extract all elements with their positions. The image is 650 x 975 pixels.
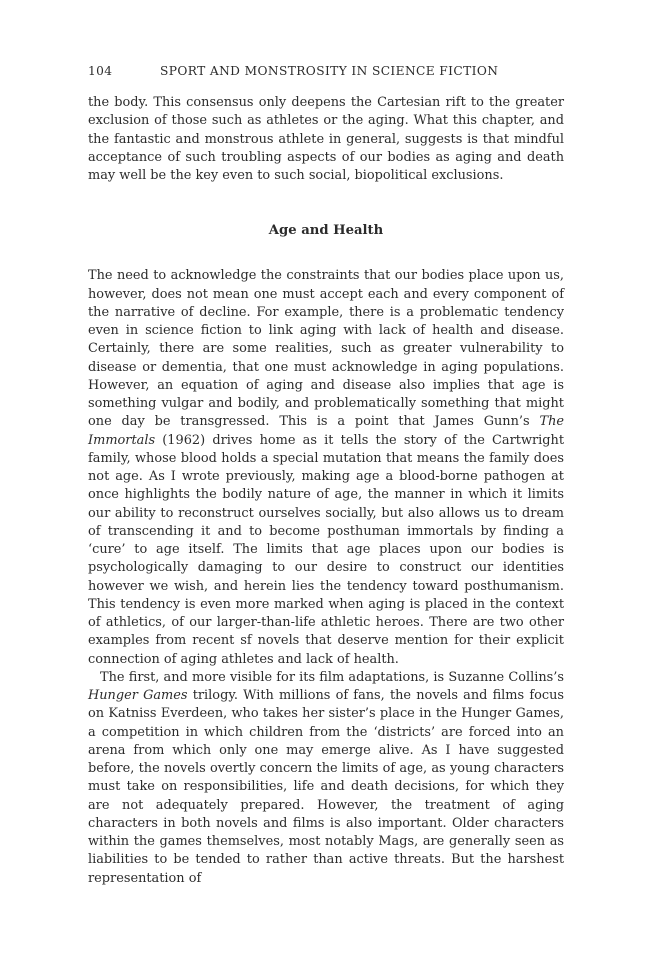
body-paragraph-1 [88, 267, 564, 669]
paragraph-1-text-b: (1962) drives home as it tells the story of the Cartwright family, whose blood holds a special mutation that means the family does not age. As I wrote previously, making age a blood-borne pathogen at once highlights the bodily nature of age, the manner in which it limits our ability to reconstruct ourselves socially, but also allows us to dream of transcending it and to become posthuman immortals by finding a ‘cure’ to age itself. The limits that age places upon our bodies is psychologically damaging to our desire to construct our identities however we wish, and herein lies the tendency toward posthumanism. This tendency is even more marked when aging is placed in the context of athletics, of our larger-than-life athletic heroes. There are two other examples from recent sf novels that deserve mention for their explicit connection of aging athletes and lack of health. [88, 432, 564, 667]
book-title-the-immortals: The Immortals [88, 414, 564, 448]
paragraph-2-text-a: The first, and more visible for its film adaptations, is Suzanne Collins’s [100, 669, 564, 685]
page-number: 104 [88, 64, 113, 78]
body-paragraph-2 [88, 669, 564, 888]
running-title: SPORT AND MONSTROSITY IN SCIENCE FICTION [160, 64, 499, 78]
book-page [88, 62, 564, 888]
paragraph-2-text-b: trilogy. With millions of fans, the novels and films focus on Katniss Everdeen, who takes her sister’s place in the Hunger Games, a competition in which children from the ‘districts’ are forced into an arena from which only one may emerge alive. As I have suggested before, the novels overtly concern the limits of age, as young characters must take on responsibilities, life and death decisions, for which they are not adequately prepared. However, the treatment of aging characters in both novels and films is also important. Older characters within the games themselves, most notably Mags, are generally seen as liabilities to be tended to rather than active threats. But the harshest representation of [88, 688, 564, 886]
section-heading: Age and Health [268, 223, 384, 239]
book-title-hunger-games: Hunger Games [88, 688, 188, 703]
paragraph-1-text-a: The need to acknowledge the constraints that our bodies place upon us, however, does not mean one must accept each and every component of the narrative of decline. For example, there is a problematic tendency even in science fiction to link aging with lack of health and disease. Certainly, there are some realities, such as greater vulnerability to disease or dementia, that one must acknowledge in aging populations. However, an equation of aging and disease also implies that age is something vulgar and bodily, and problematically something that might one day be transgressed. This is a point that James Gunn’s [88, 268, 564, 430]
intro-paragraph: the body. This consensus only deepens the Cartesian rift to the greater exclusion of those such as athletes or the aging. What this chapter, and the fantastic and monstrous athlete in general, suggests is that mindful acceptance of such troubling aspects of our bodies as aging and death may well be the key even to such social, biopolitical exclusions. [88, 95, 564, 183]
running-head [88, 62, 564, 80]
